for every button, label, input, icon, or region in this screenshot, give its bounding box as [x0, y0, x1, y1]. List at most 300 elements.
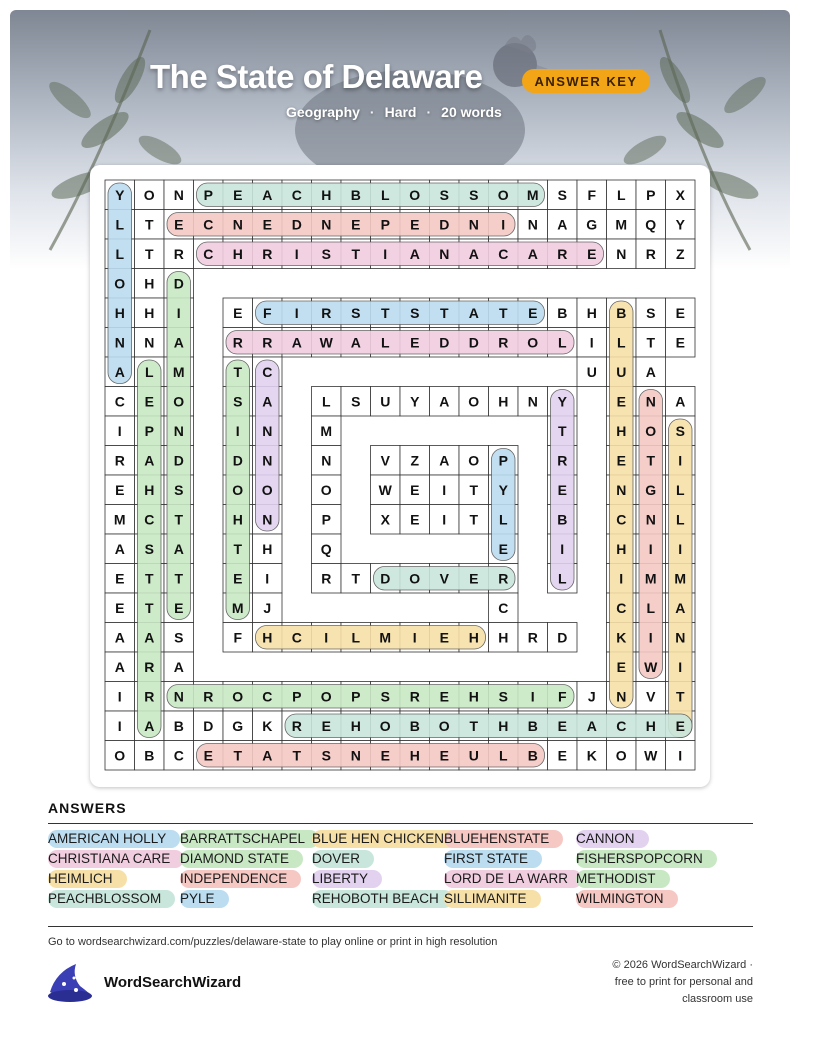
grid-letter: R — [498, 570, 509, 587]
divider — [48, 823, 753, 824]
grid-letter: H — [144, 481, 155, 498]
grid-letter: L — [144, 363, 154, 380]
grid-letter: E — [410, 334, 420, 351]
grid-letter: E — [616, 452, 626, 469]
grid-letter: L — [380, 186, 390, 203]
grid-letter: O — [409, 186, 421, 203]
grid-letter: Y — [498, 481, 508, 498]
grid-letter: I — [117, 717, 122, 734]
grid-letter: C — [616, 717, 627, 734]
grid-letter: D — [468, 334, 479, 351]
grid-letter: R — [114, 452, 125, 469]
category-label: Geography — [286, 104, 360, 120]
grid-letter: G — [586, 216, 598, 233]
grid-letter: Y — [675, 216, 685, 233]
grid-letter: L — [646, 599, 656, 616]
grid-letter: N — [616, 688, 627, 705]
grid-letter: H — [144, 275, 155, 292]
grid-letter: N — [675, 629, 686, 646]
grid-letter: H — [350, 717, 361, 734]
grid-letter: E — [439, 747, 449, 764]
grid-letter: K — [262, 717, 273, 734]
grid-letter: S — [233, 393, 243, 410]
grid-letter: O — [497, 186, 509, 203]
answer-word: DOVER — [312, 850, 374, 868]
grid-letter: I — [442, 481, 447, 498]
grid-letter: H — [586, 304, 597, 321]
grid-letter: H — [498, 393, 509, 410]
grid-letter: L — [557, 570, 567, 587]
grid-letter: H — [144, 304, 155, 321]
answer-word: BLUEHENSTATE — [444, 830, 563, 848]
grid-letter: M — [644, 570, 657, 587]
grid-letter: T — [144, 216, 154, 233]
grid-letter: N — [527, 393, 538, 410]
grid-letter: I — [176, 304, 181, 321]
grid-letter: A — [468, 245, 479, 262]
grid-letter: R — [321, 304, 332, 321]
answer-key-badge: ANSWER KEY — [522, 69, 650, 93]
grid-letter: S — [410, 304, 420, 321]
grid-letter: E — [410, 216, 420, 233]
grid-letter: N — [321, 452, 332, 469]
grid-letter: I — [501, 216, 506, 233]
grid-letter: S — [174, 629, 184, 646]
grid-letter: O — [379, 717, 391, 734]
grid-letter: E — [439, 688, 449, 705]
grid-letter: N — [144, 334, 155, 351]
grid-letter: P — [498, 452, 508, 469]
grid-letter: L — [675, 511, 685, 528]
grid-letter: I — [648, 540, 653, 557]
grid-letter: A — [291, 334, 302, 351]
grid-letter: T — [144, 570, 154, 587]
grid-letter: M — [113, 511, 126, 528]
grid-letter: T — [498, 304, 508, 321]
grid-letter: E — [115, 570, 125, 587]
grid-letter: Y — [410, 393, 420, 410]
grid-letter: A — [527, 245, 538, 262]
grid-letter: K — [586, 747, 597, 764]
grid-letter: H — [645, 717, 656, 734]
grid-letter: G — [645, 481, 657, 498]
grid-letter: E — [616, 393, 626, 410]
grid-letter: B — [616, 304, 627, 321]
grid-letter: S — [675, 422, 685, 439]
grid-letter: O — [173, 393, 185, 410]
answer-word: LIBERTY — [312, 870, 382, 888]
grid-letter: N — [645, 511, 656, 528]
grid-letter: T — [233, 747, 243, 764]
grid-letter: A — [439, 393, 450, 410]
grid-letter: E — [351, 216, 361, 233]
grid-letter: T — [675, 688, 685, 705]
grid-letter: V — [439, 570, 449, 587]
grid-letter: T — [469, 511, 479, 528]
grid-letter: H — [262, 629, 273, 646]
grid-letter: S — [439, 186, 449, 203]
grid-letter: S — [380, 688, 390, 705]
grid-letter: S — [144, 540, 154, 557]
grid-letter: E — [616, 658, 626, 675]
grid-letter: H — [498, 629, 509, 646]
grid-letter: R — [173, 245, 184, 262]
grid-letter: J — [587, 688, 596, 705]
grid-letter: T — [174, 511, 184, 528]
grid-letter: L — [115, 216, 125, 233]
grid-letter: D — [173, 275, 184, 292]
answer-word: INDEPENDENCE — [180, 870, 301, 888]
grid-letter: L — [498, 747, 508, 764]
grid-letter: O — [114, 747, 126, 764]
grid-letter: I — [678, 452, 683, 469]
grid-letter: R — [144, 688, 155, 705]
grid-letter: L — [616, 334, 626, 351]
grid-letter: N — [321, 216, 332, 233]
grid-letter: D — [232, 452, 243, 469]
grid-letter: I — [117, 688, 122, 705]
grid-letter: S — [351, 304, 361, 321]
grid-letter: Z — [410, 452, 420, 469]
grid-letter: M — [526, 186, 539, 203]
grid-letter: N — [616, 245, 627, 262]
grid-letter: N — [439, 245, 450, 262]
grid-letter: I — [619, 570, 624, 587]
grid-letter: H — [232, 245, 243, 262]
word-highlight — [167, 213, 515, 237]
grid-letter: E — [144, 393, 154, 410]
grid-letter: M — [615, 216, 628, 233]
grid-letter: T — [351, 245, 361, 262]
grid-letter: N — [468, 216, 479, 233]
grid-letter: S — [174, 481, 184, 498]
grid-letter: B — [350, 186, 361, 203]
grid-letter: S — [351, 393, 361, 410]
grid-letter: C — [262, 363, 273, 380]
grid-letter: Z — [675, 245, 685, 262]
grid-letter: U — [468, 747, 479, 764]
grid-letter: O — [527, 334, 539, 351]
copyright-line: © 2026 WordSearchWizard · — [612, 959, 753, 971]
grid-letter: O — [615, 747, 627, 764]
grid-letter: B — [173, 717, 184, 734]
grid-letter: R — [232, 334, 243, 351]
grid-letter: I — [678, 747, 683, 764]
grid-letter: T — [469, 717, 479, 734]
answer-word: METHODIST — [576, 870, 670, 888]
grid-letter: E — [528, 304, 538, 321]
grid-letter: H — [321, 186, 332, 203]
grid-letter: E — [233, 570, 243, 587]
grid-letter: A — [468, 304, 479, 321]
grid-letter: E — [469, 570, 479, 587]
grid-letter: T — [469, 481, 479, 498]
grid-letter: C — [498, 245, 509, 262]
grid-letter: H — [114, 304, 125, 321]
grid-letter: H — [409, 747, 420, 764]
grid-letter: I — [412, 629, 417, 646]
grid-letter: B — [144, 747, 155, 764]
grid-letter: B — [557, 511, 568, 528]
grid-letter: A — [173, 540, 184, 557]
grid-letter: R — [203, 688, 214, 705]
grid-letter: P — [351, 688, 361, 705]
grid-letter: A — [144, 717, 155, 734]
grid-letter: V — [646, 688, 656, 705]
wizard-hat-icon — [46, 962, 94, 1004]
grid-letter: N — [262, 511, 273, 528]
grid-letter: T — [292, 747, 302, 764]
grid-letter: N — [232, 216, 243, 233]
grid-letter: A — [262, 186, 273, 203]
separator-dot: · — [369, 104, 375, 120]
grid-letter: U — [380, 393, 391, 410]
grid-letter: N — [350, 747, 361, 764]
answer-word: HEIMLICH — [48, 870, 127, 888]
grid-letter: J — [263, 599, 272, 616]
grid-letter: O — [143, 186, 155, 203]
grid-letter: M — [172, 363, 185, 380]
grid-letter: V — [380, 452, 390, 469]
grid-letter: B — [409, 717, 420, 734]
grid-letter: E — [380, 747, 390, 764]
grid-letter: C — [114, 393, 125, 410]
grid-letter: W — [644, 658, 658, 675]
grid-letter: O — [438, 717, 450, 734]
grid-letter: A — [557, 216, 568, 233]
grid-letter: S — [646, 304, 656, 321]
grid-letter: O — [468, 452, 480, 469]
grid-letter: P — [380, 216, 390, 233]
grid-letter: A — [586, 717, 597, 734]
grid-letter: H — [262, 540, 273, 557]
answer-word: WILMINGTON — [576, 890, 678, 908]
grid-letter: E — [557, 747, 567, 764]
grid-letter: E — [439, 629, 449, 646]
grid-letter: S — [321, 245, 331, 262]
grid-letter: E — [262, 216, 272, 233]
grid-letter: S — [498, 688, 508, 705]
word-highlight — [226, 331, 574, 355]
grid-letter: E — [557, 481, 567, 498]
grid-letter: R — [557, 245, 568, 262]
grid-letter: D — [439, 334, 450, 351]
grid-letter: R — [645, 245, 656, 262]
grid-letter: C — [173, 747, 184, 764]
grid-letter: E — [410, 481, 420, 498]
grid-letter: I — [530, 688, 535, 705]
separator-dot: · — [426, 104, 432, 120]
answers-heading: ANSWERS — [48, 800, 127, 816]
grid-letter: R — [262, 334, 273, 351]
grid-letter: Q — [645, 216, 657, 233]
grid-letter: I — [294, 304, 299, 321]
grid-letter: E — [115, 599, 125, 616]
grid-letter: R — [527, 629, 538, 646]
grid-letter: I — [383, 245, 388, 262]
grid-letter: W — [378, 481, 392, 498]
grid-letter: T — [351, 570, 361, 587]
grid-letter: D — [439, 216, 450, 233]
grid-letter: E — [321, 717, 331, 734]
copyright-line: free to print for personal and — [614, 976, 753, 988]
grid-letter: T — [646, 334, 656, 351]
grid-letter: R — [262, 245, 273, 262]
grid-letter: A — [262, 747, 273, 764]
grid-letter: N — [645, 393, 656, 410]
word-highlight — [256, 626, 486, 650]
grid-letter: E — [587, 245, 597, 262]
grid-letter: E — [675, 334, 685, 351]
grid-letter: E — [675, 304, 685, 321]
answer-word: SILLIMANITE — [444, 890, 541, 908]
divider — [48, 926, 753, 927]
answer-word: DIAMOND STATE — [180, 850, 303, 868]
grid-letter: I — [589, 334, 594, 351]
grid-letter: A — [439, 452, 450, 469]
grid-letter: T — [233, 540, 243, 557]
grid-letter: H — [498, 717, 509, 734]
grid-letter: A — [262, 393, 273, 410]
grid-letter: B — [527, 747, 538, 764]
grid-letter: W — [319, 334, 333, 351]
footer-url-text: Go to wordsearchwizard.com/puzzles/delaware-state to play online or print in high resolution — [48, 936, 498, 948]
word-highlight — [197, 744, 545, 768]
grid-letter: H — [232, 511, 243, 528]
grid-letter: E — [498, 540, 508, 557]
grid-letter: C — [144, 511, 155, 528]
grid-letter: A — [114, 540, 125, 557]
grid-letter: E — [233, 304, 243, 321]
grid-letter: T — [144, 245, 154, 262]
grid-letter: E — [557, 717, 567, 734]
grid-letter: E — [174, 599, 184, 616]
grid-letter: F — [557, 688, 567, 705]
grid-letter: N — [173, 688, 184, 705]
grid-letter: R — [409, 688, 420, 705]
grid-letter: R — [321, 570, 332, 587]
grid-letter: X — [675, 186, 685, 203]
grid-letter: W — [644, 747, 658, 764]
grid-letter: L — [498, 511, 508, 528]
grid-letter: N — [616, 481, 627, 498]
grid-letter: B — [557, 304, 568, 321]
grid-letter: A — [675, 599, 686, 616]
grid-letter: P — [144, 422, 154, 439]
answer-word: FISHERSPOPCORN — [576, 850, 717, 868]
word-highlight — [197, 183, 545, 207]
grid-letter: T — [557, 422, 567, 439]
grid-letter: C — [262, 688, 273, 705]
grid-letter: D — [173, 452, 184, 469]
grid-letter: L — [380, 334, 390, 351]
grid-letter: I — [117, 422, 122, 439]
grid-letter: F — [262, 304, 272, 321]
grid-letter: H — [468, 629, 479, 646]
grid-letter: L — [557, 334, 567, 351]
grid-letter: I — [442, 511, 447, 528]
grid-letter: T — [380, 304, 390, 321]
grid-letter: I — [294, 245, 299, 262]
grid-letter: L — [321, 393, 331, 410]
grid-letter: R — [557, 452, 568, 469]
grid-letter: A — [114, 363, 125, 380]
grid-letter: I — [678, 540, 683, 557]
grid-letter: A — [173, 334, 184, 351]
word-highlight — [256, 360, 280, 531]
grid-letter: O — [409, 570, 421, 587]
grid-letter: Y — [115, 186, 125, 203]
grid-letter: N — [114, 334, 125, 351]
grid-letter: F — [233, 629, 243, 646]
grid-letter: D — [291, 216, 302, 233]
grid-letter: T — [144, 599, 154, 616]
grid-letter: K — [616, 629, 627, 646]
answer-word: BLUE HEN CHICKEN — [312, 830, 458, 848]
grid-letter: H — [616, 422, 627, 439]
grid-letter: O — [320, 688, 332, 705]
brand-name: WordSearchWizard — [104, 974, 242, 991]
grid-letter: A — [144, 629, 155, 646]
grid-letter: C — [498, 599, 509, 616]
grid-letter: F — [587, 186, 597, 203]
answer-word: CANNON — [576, 830, 649, 848]
grid-letter: O — [114, 275, 126, 292]
word-highlight — [167, 272, 191, 620]
answer-word: FIRST STATE — [444, 850, 542, 868]
grid-letter: R — [291, 717, 302, 734]
grid-letter: A — [645, 363, 656, 380]
copyright-line: classroom use — [682, 993, 753, 1005]
grid-letter: E — [410, 511, 420, 528]
grid-letter: A — [675, 393, 686, 410]
grid-letter: N — [262, 422, 273, 439]
grid-letter: P — [292, 688, 302, 705]
grid-letter: O — [232, 481, 244, 498]
grid-letter: D — [203, 717, 214, 734]
grid-letter: O — [320, 481, 332, 498]
grid-letter: D — [557, 629, 568, 646]
grid-letter: C — [616, 511, 627, 528]
difficulty-label: Hard — [384, 104, 417, 120]
grid-letter: M — [674, 570, 687, 587]
grid-letter: R — [498, 334, 509, 351]
word-highlight — [167, 685, 574, 709]
grid-letter: S — [469, 186, 479, 203]
answer-word: PYLE — [180, 890, 229, 908]
answer-word: BARRATTSCHAPEL — [180, 830, 319, 848]
word-count-label: 20 words — [441, 104, 502, 120]
grid-letter: R — [144, 658, 155, 675]
grid-letter: E — [675, 717, 685, 734]
grid-letter: M — [231, 599, 244, 616]
grid-letter: C — [203, 216, 214, 233]
grid-letter: O — [645, 422, 657, 439]
grid-letter: X — [380, 511, 390, 528]
grid-letter: A — [173, 658, 184, 675]
grid-letter: O — [232, 688, 244, 705]
grid-letter: A — [350, 334, 361, 351]
grid-letter: A — [409, 245, 420, 262]
grid-letter: L — [675, 481, 685, 498]
grid-letter: T — [439, 304, 449, 321]
word-highlight — [197, 242, 604, 266]
grid-letter: A — [114, 658, 125, 675]
grid-letter: Y — [557, 393, 567, 410]
grid-letter: I — [265, 570, 270, 587]
grid-letter: N — [527, 216, 538, 233]
grid-letter: N — [262, 452, 273, 469]
